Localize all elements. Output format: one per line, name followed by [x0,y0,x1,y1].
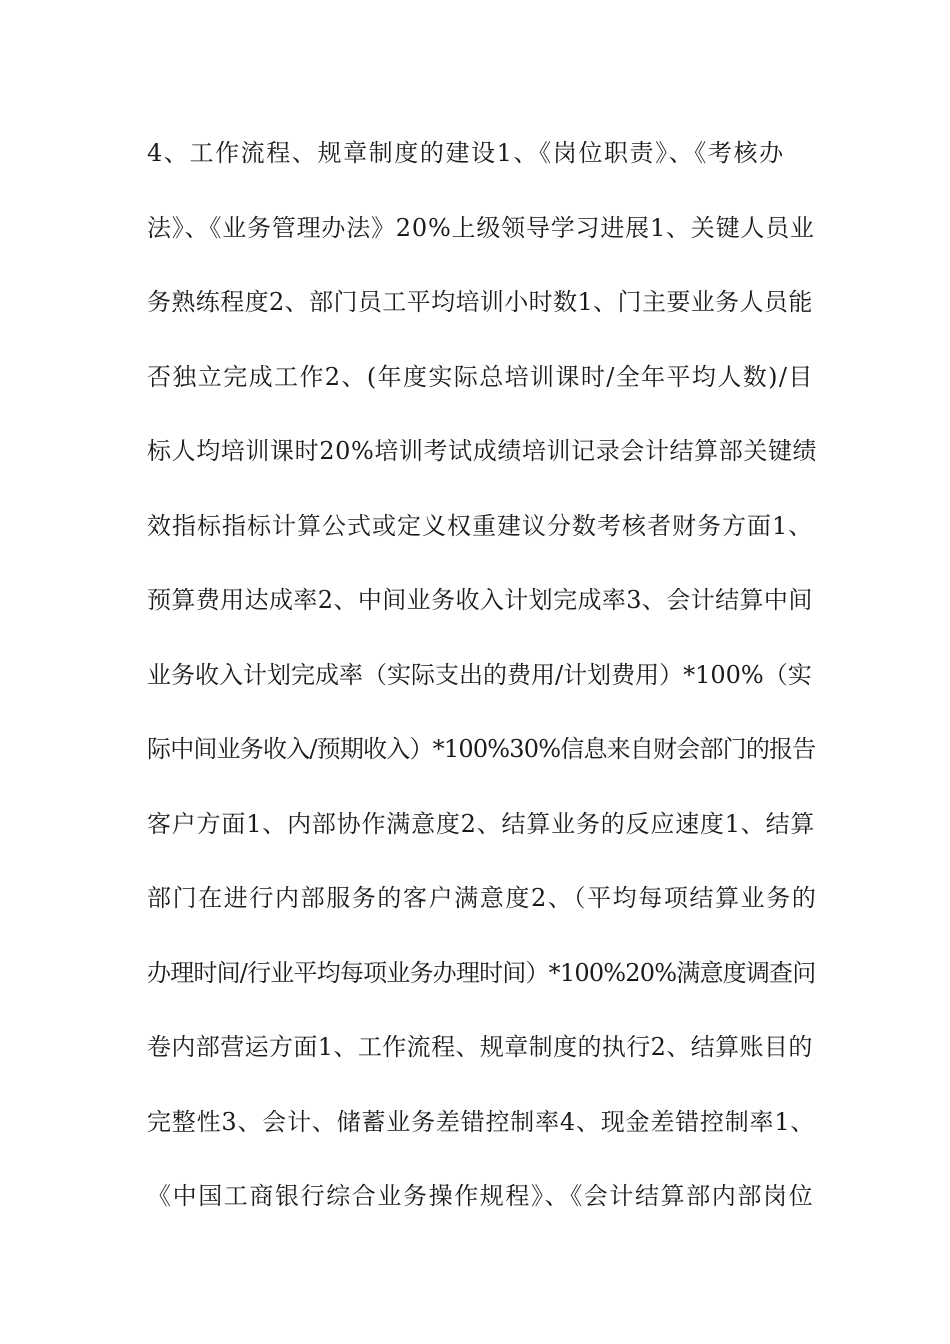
text-line: 效指标指标计算公式或定义权重建议分数考核者财务方面1、 [147,511,814,540]
text-line: 际中间业务收入/预期收入）*100%30%信息来自财会部门的报告 [147,735,816,763]
text-line: 部门在进行内部服务的客户满意度2、（平均每项结算业务的 [147,884,818,912]
text-line: 预算费用达成率2、中间业务收入计划完成率3、会计结算中间 [147,586,813,614]
text-line: 办理时间/行业平均每项业务办理时间）*100%20%满意度调查问 [147,958,816,987]
text-line: 标人均培训课时20%培训考试成绩培训记录会计结算部关键绩 [147,437,818,465]
text-line: 4、工作流程、规章制度的建设1、《岗位职责》、《考核办 [147,139,785,167]
text-line: 完整性3、会计、储蓄业务差错控制率4、现金差错控制率1、 [147,1107,816,1136]
text-line: 《中国工商银行综合业务操作规程》、《会计结算部内部岗位 [147,1182,815,1210]
text-line: 业务收入计划完成率（实际支出的费用/计划费用）*100%（实 [147,660,812,689]
text-line: 否独立完成工作2、(年度实际总培训课时/全年平均人数)/目 [147,362,814,391]
text-line: 法》、《业务管理办法》20%上级领导学习进展1、关键人员业 [147,213,815,242]
text-line: 卷内部营运方面1、工作流程、规章制度的执行2、结算账目的 [147,1033,813,1061]
text-line: 务熟练程度2、部门员工平均培训小时数1、门主要业务人员能 [147,288,813,316]
body-text [147,128,817,1246]
text-line: 客户方面1、内部协作满意度2、结算业务的反应速度1、结算 [147,809,816,838]
